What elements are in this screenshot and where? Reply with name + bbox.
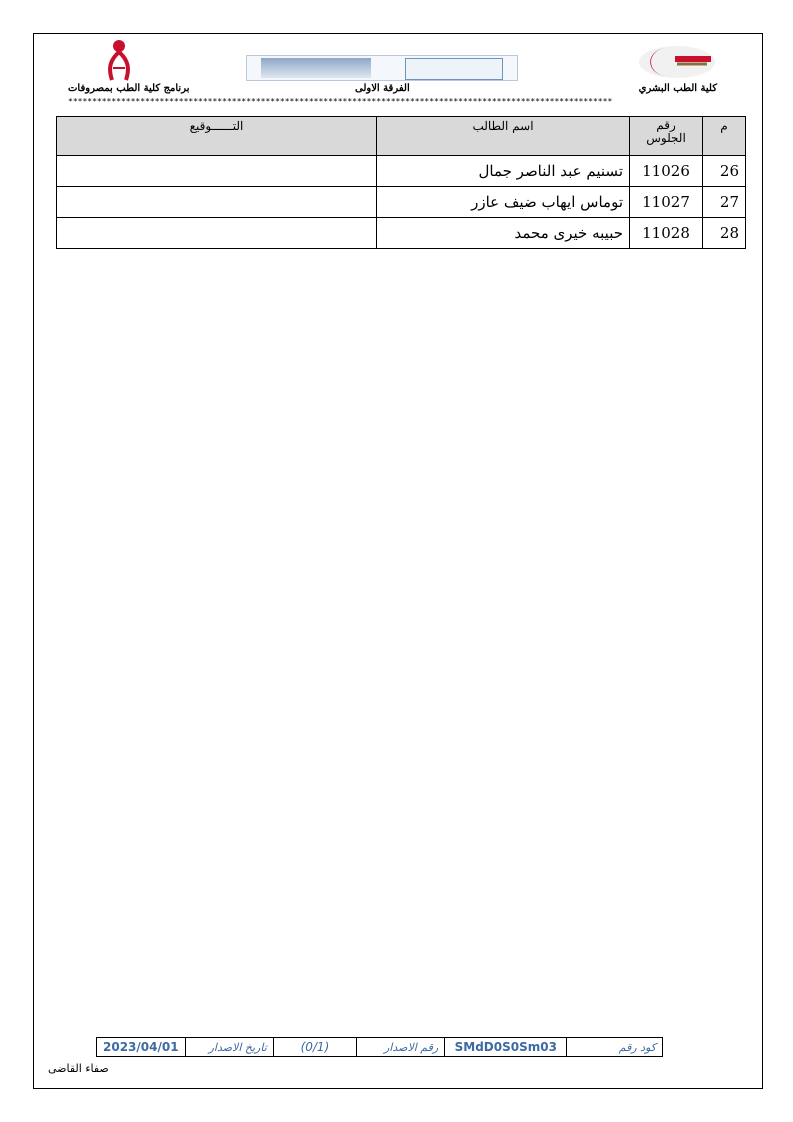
code-label: كود رقم	[567, 1038, 663, 1057]
row-seat-number: 11028	[630, 218, 703, 249]
footer-row	[97, 1038, 663, 1057]
student-table	[56, 116, 746, 249]
row-signature	[57, 156, 377, 187]
header-signature: التــــــوقيع	[57, 117, 377, 156]
code-value: SMdD0S0Sm03	[445, 1038, 567, 1057]
header-number: م	[703, 117, 746, 156]
university-logo	[637, 42, 717, 82]
header-separator: *****************************************************************************************************************	[68, 97, 613, 106]
issue-date-label: تاريخ الاصدار	[185, 1038, 273, 1057]
row-seat-number: 11027	[630, 187, 703, 218]
quality-seal-icon	[261, 58, 371, 78]
row-student-name: حبيبه خيرى محمد	[377, 218, 630, 249]
row-seat-number: 11026	[630, 156, 703, 187]
document-control-footer	[96, 1037, 663, 1057]
table-row	[57, 218, 746, 249]
faculty-title: كلية الطب البشري	[638, 83, 717, 94]
level-title: الفرقة الاولى	[355, 83, 410, 94]
row-signature	[57, 187, 377, 218]
row-number: 28	[703, 218, 746, 249]
program-title: برنامج كلية الطب بمصروفات	[68, 83, 190, 94]
row-student-name: توماس ايهاب ضيف عازر	[377, 187, 630, 218]
aaa-logo	[405, 58, 503, 80]
header-seat-number: رقم الجلوس	[630, 117, 703, 156]
issue-number-label: رقم الاصدار	[357, 1038, 445, 1057]
issue-number-value: (0/1)	[273, 1038, 356, 1057]
table-row	[57, 187, 746, 218]
row-signature	[57, 218, 377, 249]
row-student-name: تسنيم عبد الناصر جمال	[377, 156, 630, 187]
row-number: 27	[703, 187, 746, 218]
issue-date-value: 2023/04/01	[97, 1038, 186, 1057]
medicine-ribbon-logo	[102, 38, 136, 82]
table-header-row	[57, 117, 746, 156]
table-row	[57, 156, 746, 187]
author-name: صفاء القاضى	[48, 1062, 109, 1075]
row-number: 26	[703, 156, 746, 187]
header-student-name: اسم الطالب	[377, 117, 630, 156]
accreditation-logo	[246, 55, 518, 81]
